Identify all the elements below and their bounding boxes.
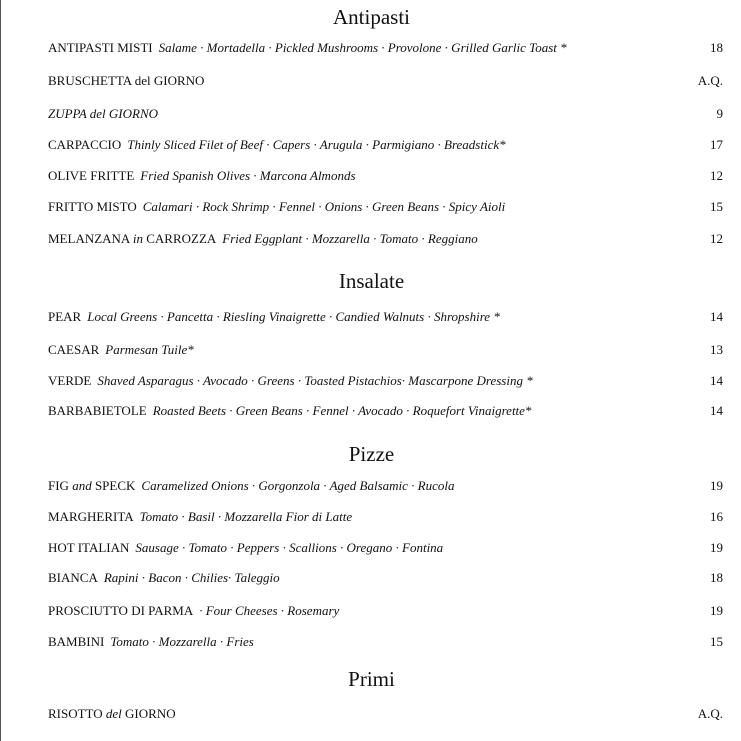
menu-item	[48, 402, 723, 420]
menu-item	[48, 230, 723, 248]
item-name-part: in	[132, 231, 143, 246]
item-name	[48, 168, 134, 183]
item-name	[48, 342, 99, 357]
item-name	[48, 40, 153, 55]
item-price: A.Q.	[697, 706, 723, 721]
item-name-part: FIG	[48, 478, 73, 493]
item-price: 16	[710, 509, 723, 524]
item-name-part: PROSCIUTTO DI PARMA	[48, 603, 194, 618]
menu-item	[48, 539, 723, 557]
item-name	[48, 603, 193, 618]
item-price: 19	[710, 540, 723, 555]
item-name-part: del	[134, 73, 151, 88]
item-description: Tomato · Basil · Mozzarella Fior di Latte	[139, 509, 353, 524]
menu-item	[48, 508, 723, 526]
item-name-part: SPECK	[91, 478, 136, 493]
item-description: Fried Eggplant · Mozzarella · Tomato · Reggiano	[222, 231, 478, 246]
section-title-insalate: Insalate	[338, 269, 405, 293]
menu-item	[48, 105, 723, 123]
menu-item	[48, 39, 723, 57]
item-price: 18	[710, 570, 723, 585]
item-name-part: MARGHERITA	[48, 509, 134, 524]
item-price: 18	[710, 40, 723, 55]
item-price: 17	[710, 137, 723, 152]
item-description: Rapini · Bacon · Chilies· Taleggio	[103, 570, 280, 585]
item-name	[48, 73, 204, 88]
menu-item	[48, 167, 723, 185]
item-description: Salame · Mortadella · Pickled Mushrooms · Provolone · Grilled Garlic Toast *	[158, 40, 567, 55]
item-name	[48, 634, 104, 649]
item-description: Tomato · Mozzarella · Fries	[110, 634, 254, 649]
item-name-part: CARROZZA	[142, 231, 217, 246]
item-name	[48, 373, 91, 388]
menu-item	[48, 198, 723, 216]
menu-item	[48, 705, 723, 723]
item-price: 15	[710, 199, 723, 214]
item-description: Parmesan Tuile*	[105, 342, 194, 357]
item-description: Shaved Asparagus · Avocado · Greens · Toasted Pistachios· Mascarpone Dressing *	[97, 373, 533, 388]
item-name-part: del	[105, 706, 122, 721]
menu-item	[48, 602, 723, 620]
item-name-part: MELANZANA	[48, 231, 133, 246]
item-description: · Four Cheeses · Rosemary	[199, 603, 340, 618]
item-name	[48, 199, 137, 214]
item-name	[48, 540, 129, 555]
item-name-part: FRITTO MISTO	[48, 199, 137, 214]
menu-item	[48, 372, 723, 390]
section-title-antipasti: Antipasti	[333, 5, 410, 29]
menu-item	[48, 308, 723, 326]
item-name	[48, 570, 98, 585]
item-price: A.Q.	[697, 73, 723, 88]
item-name-part: ZUPPA del GIORNO	[48, 106, 159, 121]
item-name	[48, 478, 135, 493]
item-name-part: CARPACCIO	[48, 137, 122, 152]
item-price: 14	[710, 309, 723, 324]
item-price: 19	[710, 603, 723, 618]
item-description: Local Greens · Pancetta · Riesling Vinaigrette · Candied Walnuts · Shropshire *	[87, 309, 500, 324]
item-name	[48, 106, 158, 121]
item-name-part: PEAR	[48, 309, 82, 324]
item-description: Thinly Sliced Filet of Beef · Capers · Arugula · Parmigiano · Breadstick*	[127, 137, 506, 152]
item-description: Roasted Beets · Green Beans · Fennel · Avocado · Roquefort Vinaigrette*	[152, 403, 532, 418]
menu-item	[48, 477, 723, 495]
item-price: 12	[710, 231, 723, 246]
item-name	[48, 231, 216, 246]
menu-item	[48, 341, 723, 359]
section-title-primi: Primi	[348, 667, 395, 691]
item-name-part: BIANCA	[48, 570, 98, 585]
item-description: Sausage · Tomato · Peppers · Scallions · Oregano · Fontina	[135, 540, 444, 555]
item-name-part: HOT ITALIAN	[48, 540, 130, 555]
item-price: 19	[710, 478, 723, 493]
menu-item	[48, 136, 723, 154]
item-name-part: and	[72, 478, 92, 493]
menu-item	[48, 569, 723, 587]
item-price: 14	[710, 373, 723, 388]
item-name	[48, 706, 176, 721]
item-name-part: CAESAR	[48, 342, 100, 357]
item-name-part: RISOTTO	[48, 706, 106, 721]
item-name	[48, 403, 147, 418]
item-price: 14	[710, 403, 723, 418]
item-description: Caramelized Onions · Gorgonzola · Aged Balsamic · Rucola	[141, 478, 455, 493]
item-price: 9	[716, 106, 723, 121]
item-name-part: VERDE	[48, 373, 92, 388]
menu-item	[48, 633, 723, 651]
item-name-part: BRUSCHETTA	[48, 73, 135, 88]
item-name-part: ANTIPASTI MISTI	[48, 40, 153, 55]
item-price: 13	[710, 342, 723, 357]
menu-item	[48, 72, 723, 90]
item-name-part: OLIVE FRITTE	[48, 168, 135, 183]
item-price: 12	[710, 168, 723, 183]
item-description: Fried Spanish Olives · Marcona Almonds	[140, 168, 356, 183]
item-name-part: GIORNO	[150, 73, 205, 88]
item-name-part: GIORNO	[121, 706, 176, 721]
item-description: Calamari · Rock Shrimp · Fennel · Onions · Green Beans · Spicy Aioli	[142, 199, 506, 214]
item-name	[48, 509, 134, 524]
item-price: 15	[710, 634, 723, 649]
item-name-part: BAMBINI	[48, 634, 105, 649]
section-title-pizze: Pizze	[348, 442, 395, 466]
item-name	[48, 309, 81, 324]
item-name	[48, 137, 121, 152]
item-name-part: BARBABIETOLE	[48, 403, 147, 418]
